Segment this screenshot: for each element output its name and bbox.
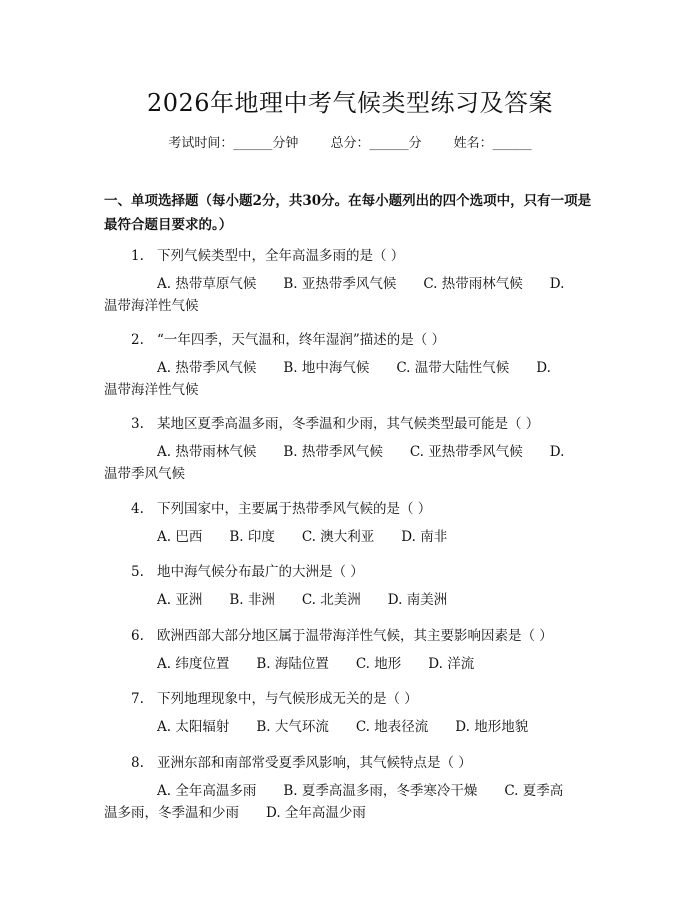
question-6-options [104,653,601,675]
options-line: A. 太阳辐射 B. 大气环流 C. 地表径流 D. 地形地貌 [157,719,529,735]
options-line-continued: 温带季风气候 [104,466,185,482]
question-7-options [104,716,601,738]
question-2-options [104,357,601,401]
question-number: 7. [131,691,144,707]
question-text: 某地区夏季高温多雨，冬季温和少雨，其气候类型最可能是（ ） [157,416,540,432]
question-7 [131,687,601,707]
options-line: A. 亚洲 B. 非洲 C. 北美洲 D. 南美洲 [157,592,448,608]
options-line: A. 巴西 B. 印度 C. 澳大利亚 D. 南非 [157,529,448,545]
options-line: A. 热带季风气候 B. 地中海气候 C. 温带大陆性气候 D. [157,360,551,376]
question-text: 下列地理现象中，与气候形成无关的是（ ） [157,691,418,707]
question-8 [131,751,601,771]
question-4-options [104,526,601,548]
options-line-continued: 温带海洋性气候 [104,298,199,314]
question-2 [131,328,601,348]
question-1 [131,244,601,264]
options-line: A. 热带雨林气候 B. 热带季风气候 C. 亚热带季风气候 D. [157,444,565,460]
question-number: 4. [131,501,144,517]
options-line-continued: 温多雨，冬季温和少雨 D. 全年高温少雨 [104,805,366,821]
total-score-field: 总分：______分 [330,136,422,151]
question-number: 5. [131,564,144,580]
question-5-options [104,589,601,611]
exam-time-field: 考试时间：______分钟 [168,136,299,151]
question-8-options [104,780,601,824]
question-text: 欧洲西部大部分地区属于温带海洋性气候，其主要影响因素是（ ） [157,628,553,644]
question-text: 下列气候类型中，全年高温多雨的是（ ） [157,248,405,264]
student-name-field: 姓名：______ [453,136,532,151]
question-6 [131,624,601,644]
question-text: 地中海气候分布最广的大洲是（ ） [157,564,364,580]
question-3-options [104,441,601,485]
question-3 [131,412,601,432]
question-5 [131,560,601,580]
question-text: 下列国家中，主要属于热带季风气候的是（ ） [157,501,432,517]
question-1-options [104,273,601,317]
question-number: 2. [131,332,144,348]
section-heading: 一、单项选择题（每小题2分，共30分。在每小题列出的四个选项中，只有一项是最符合题目要求的。） [104,193,592,233]
exam-info [0,132,700,151]
question-text: 亚洲东部和南部常受夏季风影响，其气候特点是（ ） [157,755,472,771]
options-line-continued: 温带海洋性气候 [104,382,199,398]
question-number: 3. [131,416,144,432]
question-4 [131,497,601,517]
page-title: 2026年地理中考气候类型练习及答案 [146,89,554,117]
question-text: “一年四季，天气温和，终年湿润”描述的是（ ） [157,332,446,348]
options-line: A. 热带草原气候 B. 亚热带季风气候 C. 热带雨林气候 D. [157,276,565,292]
question-number: 1. [131,248,144,264]
question-number: 6. [131,628,144,644]
options-line: A. 纬度位置 B. 海陆位置 C. 地形 D. 洋流 [157,656,475,672]
question-number: 8. [131,755,144,771]
options-line: A. 全年高温多雨 B. 夏季高温多雨，冬季寒冷干燥 C. 夏季高 [157,783,564,799]
